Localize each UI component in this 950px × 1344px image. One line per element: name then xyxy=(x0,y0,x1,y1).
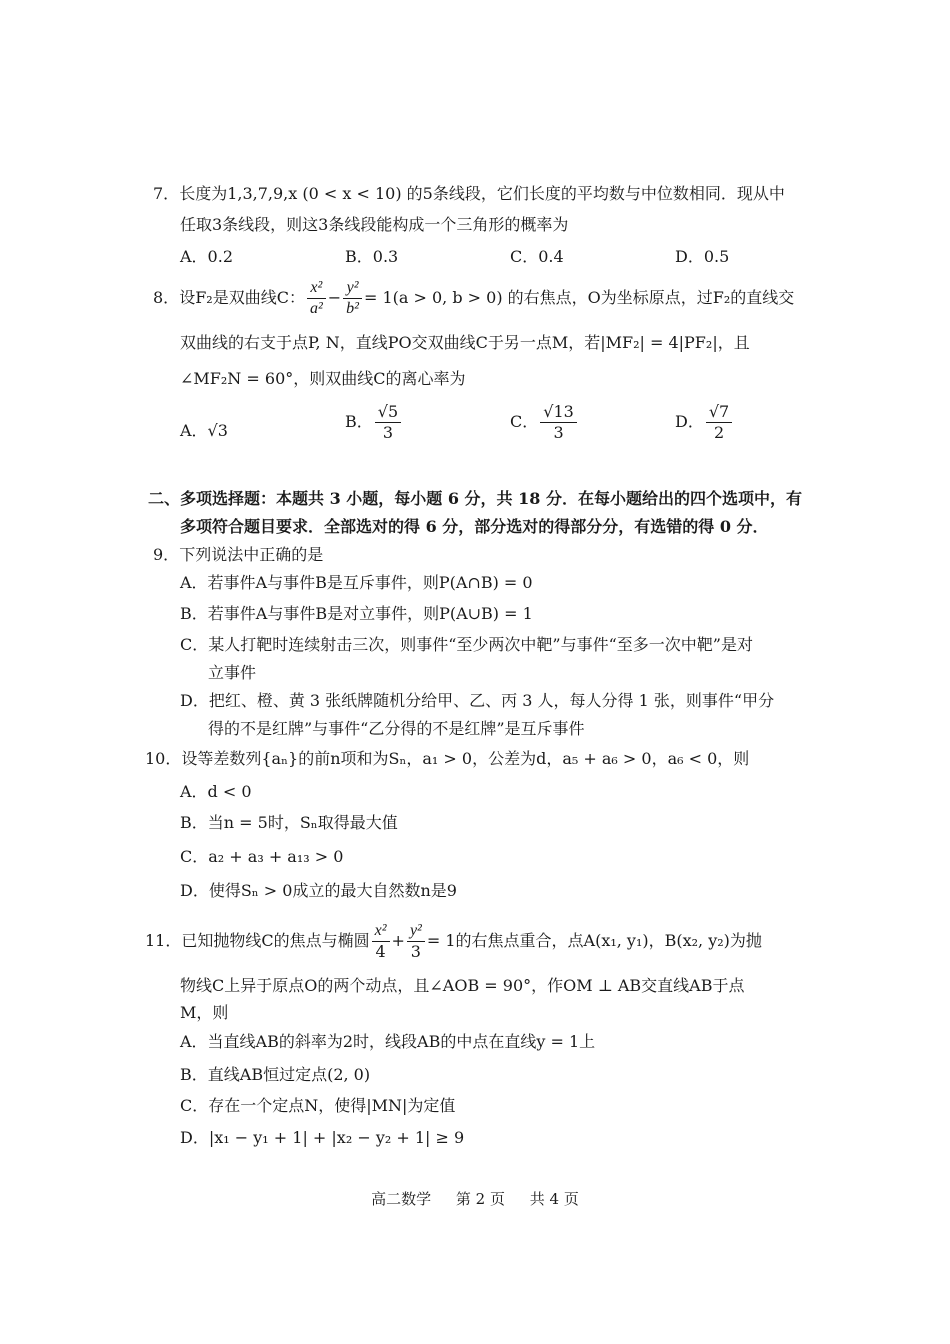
q8-frac1-denominator: a² xyxy=(309,300,323,317)
q8-fraction-y xyxy=(343,278,362,319)
q8-option-c-numerator: √13 xyxy=(540,402,577,423)
q9-option-d-line1: D．把红、橙、黄 3 张纸牌随机分给甲、乙、丙 3 人，每人分得 1 张，则事件“甲分 xyxy=(180,691,775,710)
q7-option-c: C．0.4 xyxy=(510,247,564,266)
q7-text-line1: 长度为1,3,7,9,x (0 < x < 10) 的5条线段，它们长度的平均数与中位数相同．现从中 xyxy=(179,184,785,203)
q7-option-b: B．0.3 xyxy=(345,247,399,266)
q11-frac2-denominator: 3 xyxy=(410,942,421,961)
q11-frac1-numerator: x² xyxy=(372,921,390,942)
q8-option-c-denominator: 3 xyxy=(553,423,564,442)
q11-option-a: A．当直线AB的斜率为2时，线段AB的中点在直线y = 1上 xyxy=(180,1032,596,1051)
q10-option-d: D．使得Sₙ > 0成立的最大自然数n是9 xyxy=(180,881,457,900)
q11-text-pre: 已知抛物线C的焦点与椭圆 xyxy=(181,931,370,950)
q8-option-d xyxy=(675,402,734,443)
q9-option-c-line2: 立事件 xyxy=(208,663,257,682)
q8-frac2-numerator: y² xyxy=(343,278,362,299)
q8-option-d-label: D． xyxy=(675,412,704,431)
section2-heading-line2: 多项符合题目要求．全部选对的得 6 分，部分选对的得部分分，有选错的得 0 分． xyxy=(180,517,769,536)
q10-option-a: A．d < 0 xyxy=(180,782,252,801)
q8-frac1-numerator: x² xyxy=(307,278,326,299)
q10-stem-text: 设等差数列{aₙ}的前n项和为Sₙ，a₁ > 0，公差为d，a₅ + a₆ > 0，a₆ < 0，则 xyxy=(181,749,750,768)
q8-option-c xyxy=(510,402,579,443)
q8-fraction-x xyxy=(307,278,326,319)
section2-heading-line1: 二、多项选择题：本题共 3 小题，每小题 6 分，共 18 分．在每小题给出的四个选项中，有 xyxy=(148,489,802,508)
q7-line2: 任取3条线段，则这3条线段能构成一个三角形的概率为 xyxy=(180,215,569,234)
q11-fraction-y xyxy=(407,921,425,962)
q9-number: 9． xyxy=(153,545,180,564)
q8-option-b-denominator: 3 xyxy=(382,423,394,442)
q9-option-c-line1: C．某人打靶时连续射击三次，则事件“至少两次中靶”与事件“至多一次中靶”是对 xyxy=(180,635,753,654)
q8-option-c-label: C． xyxy=(510,412,539,431)
q11-option-b: B．直线AB恒过定点(2, 0) xyxy=(180,1065,371,1084)
q10-stem xyxy=(145,748,749,770)
q10-number: 10． xyxy=(145,749,182,768)
q7-option-d: D．0.5 xyxy=(675,247,730,266)
q11-option-d: D．|x₁ − y₁ + 1| + |x₂ − y₂ + 1| ≥ 9 xyxy=(180,1128,465,1147)
q7-option-a: A．0.2 xyxy=(180,247,234,266)
q11-plus: + xyxy=(391,931,405,950)
footer-total-pages: 共 4 页 xyxy=(529,1190,579,1208)
q9-stem xyxy=(153,544,323,566)
q11-line1 xyxy=(145,918,762,964)
q11-text-post: = 1的右焦点重合，点A(x₁, y₁)，B(x₂, y₂)为抛 xyxy=(426,931,762,950)
q8-option-a: A．√3 xyxy=(180,421,228,440)
q8-option-d-denominator: 2 xyxy=(713,423,725,442)
footer-page-number: 第 2 页 xyxy=(455,1190,505,1208)
q9-option-b: B．若事件A与事件B是对立事件，则P(A∪B) = 1 xyxy=(180,604,533,623)
q11-line3: M，则 xyxy=(180,1003,229,1022)
q8-option-b-label: B． xyxy=(345,412,373,431)
q9-option-d-line2: 得的不是红牌”与事件“乙分得的不是红牌”是互斥事件 xyxy=(208,719,585,738)
q11-option-c: C．存在一个定点N，使得|MN|为定值 xyxy=(180,1096,456,1115)
q8-line3: ∠MF₂N = 60°，则双曲线C的离心率为 xyxy=(180,369,466,388)
q10-option-b: B．当n = 5时，Sₙ取得最大值 xyxy=(180,813,398,832)
q8-number: 8． xyxy=(153,288,180,307)
q11-frac1-denominator: 4 xyxy=(375,942,386,961)
q11-fraction-x xyxy=(372,921,390,962)
q8-minus: − xyxy=(327,288,342,307)
q7-line1 xyxy=(153,183,785,205)
q9-option-a: A．若事件A与事件B是互斥事件，则P(A∩B) = 0 xyxy=(180,573,533,592)
q7-number: 7． xyxy=(153,184,180,203)
q8-text-post: = 1(a > 0, b > 0) 的右焦点，O为坐标原点，过F₂的直线交 xyxy=(363,288,795,307)
q8-line2: 双曲线的右支于点P, N，直线PO交双曲线C于另一点M，若|MF₂| = 4|PF₂|，且 xyxy=(180,333,750,352)
q11-number: 11． xyxy=(145,931,182,950)
q9-stem-text: 下列说法中正确的是 xyxy=(179,545,324,564)
footer-subject: 高二数学 xyxy=(371,1190,432,1208)
q8-text-pre: 设F₂是双曲线C： xyxy=(179,288,305,307)
q11-line2: 物线C上异于原点O的两个动点，且∠AOB = 90°，作OM ⊥ AB交直线AB于点 xyxy=(180,976,745,995)
q11-frac2-numerator: y² xyxy=(407,921,425,942)
q10-option-c: C．a₂ + a₃ + a₁₃ > 0 xyxy=(180,847,344,866)
q8-option-b xyxy=(345,402,403,443)
q8-frac2-denominator: b² xyxy=(346,300,359,317)
q8-option-b-numerator: √5 xyxy=(375,402,401,423)
q8-option-d-numerator: √7 xyxy=(706,402,732,423)
q8-line1 xyxy=(153,275,794,321)
page-footer xyxy=(0,1188,950,1209)
